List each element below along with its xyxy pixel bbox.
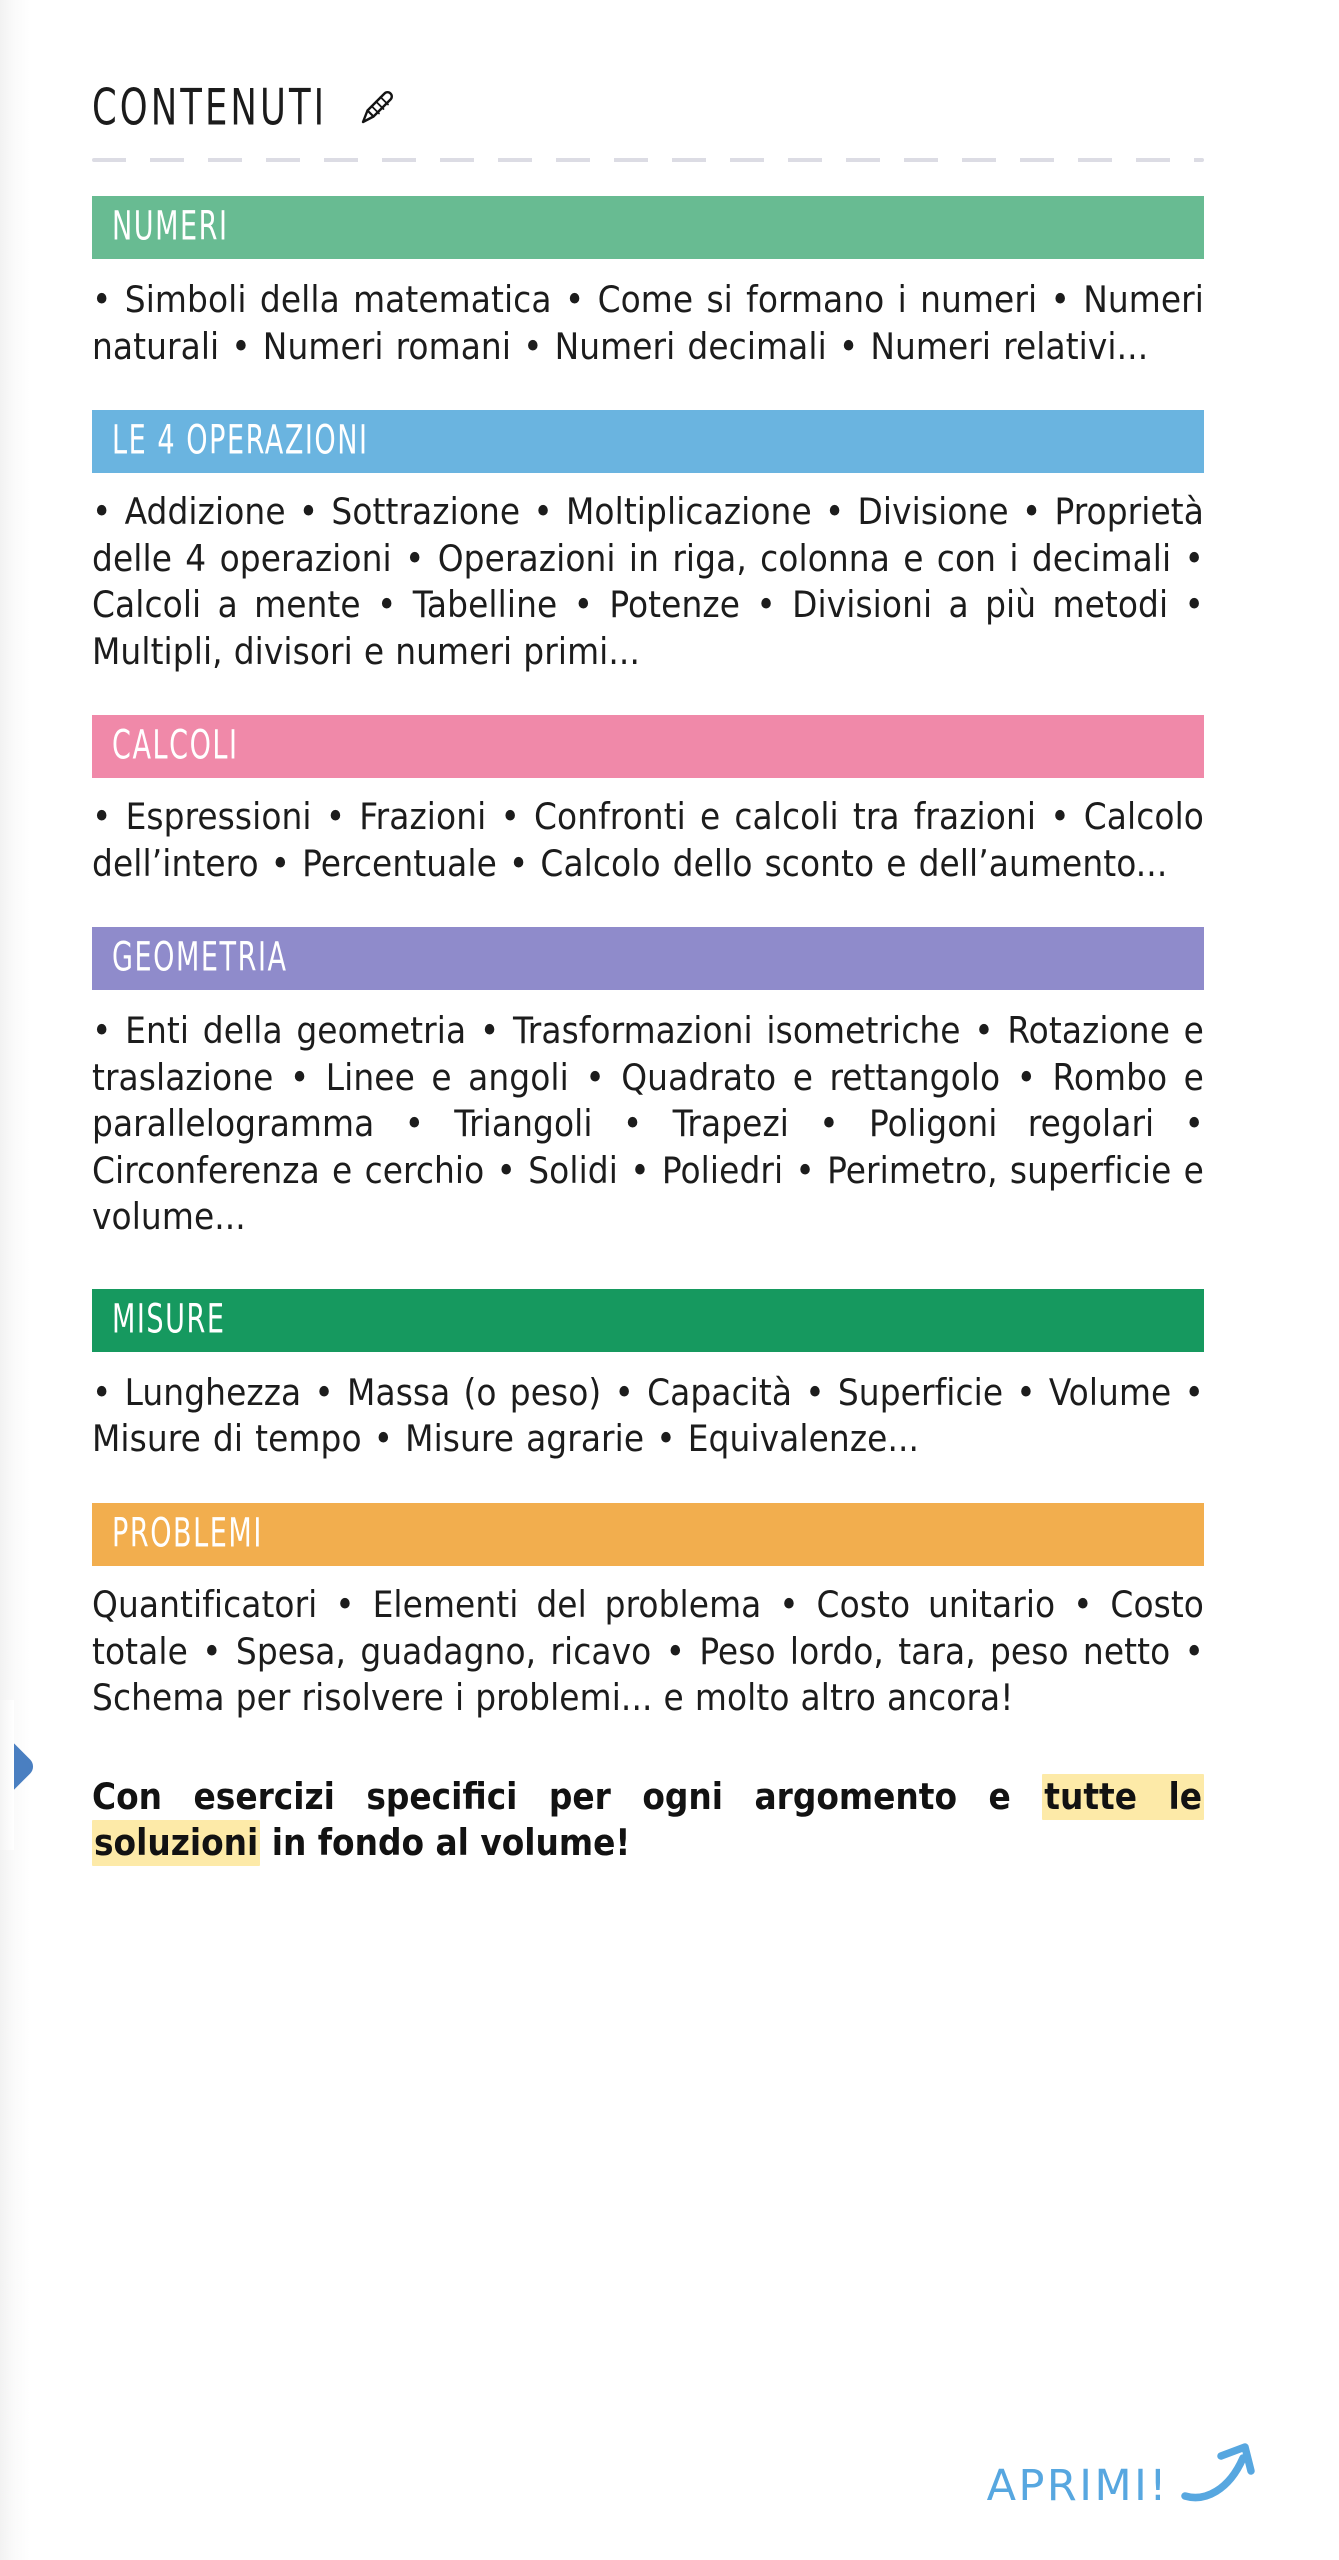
- section-band-numeri: [92, 196, 1204, 259]
- section-geometria: [92, 927, 1204, 1241]
- section-title-calcoli: CALCOLI: [112, 723, 239, 770]
- header-divider: [92, 158, 1204, 162]
- footer-note-part1: Con esercizi specifici per ogni argomento e: [92, 1774, 1043, 1818]
- section-body-calcoli: • Espressioni • Frazioni • Confronti e calcoli tra frazioni • Calcolo dell’intero • Percentuale • Calcolo dello sconto e dell’aumento...: [92, 795, 1204, 885]
- section-body-numeri: • Simboli della matematica • Come si formano i numeri • Numeri naturali • Numeri romani • Numeri decimali • Numeri relativi...: [92, 278, 1204, 368]
- section-numeri: [92, 196, 1204, 370]
- section-body-geometria: • Enti della geometria • Trasformazioni isometriche • Rotazione e traslazione • Linee e angoli • Quadrato e rettangolo • Rombo e parallelogramma • Triangoli • Trapezi • Poligoni regolari • Circonferenza e cerchio • Solidi • Poliedri • Perimetro, superficie e volume...: [92, 1009, 1204, 1239]
- section-misure: [92, 1289, 1204, 1463]
- aprimi-cta[interactable]: [986, 2436, 1267, 2511]
- section-body-misure: • Lunghezza • Massa (o peso) • Capacità • Superficie • Volume • Misure di tempo • Misure agrarie • Equivalenze...: [92, 1370, 1204, 1461]
- section-title-problemi: PROBLEMI: [112, 1510, 263, 1557]
- section-band-misure: [92, 1289, 1204, 1352]
- page-left-edge-shading: [0, 0, 30, 2560]
- curved-arrow-up-icon: [1181, 2436, 1267, 2508]
- section-problemi: [92, 1503, 1204, 1722]
- section-title-numeri: NUMERI: [112, 203, 229, 250]
- section-body-operazioni: • Addizione • Sottrazione • Moltiplicazione • Divisione • Proprietà delle 4 operazioni • Operazioni in riga, colonna e con i decimali • Calcoli a mente • Tabelline • Potenze • Divisioni a più metodi • Multipli, divisori e numeri primi...: [92, 490, 1204, 673]
- section-calcoli: [92, 715, 1204, 887]
- section-band-operazioni: [92, 410, 1204, 473]
- section-title-geometria: GEOMETRIA: [112, 935, 288, 982]
- aprimi-label: APRIMI!: [986, 2461, 1169, 2511]
- contents-header: [92, 0, 1204, 136]
- footer-note: [92, 1774, 1204, 1867]
- page-title: CONTENUTI: [92, 77, 328, 137]
- section-band-calcoli: [92, 715, 1204, 778]
- footer-note-part2: in fondo al volume!: [260, 1821, 631, 1865]
- section-title-operazioni: LE 4 OPERAZIONI: [112, 417, 369, 464]
- section-band-problemi: [92, 1503, 1204, 1566]
- pencil-icon: [357, 88, 397, 132]
- section-operazioni: [92, 410, 1204, 675]
- side-handle-mask: [0, 1700, 14, 1850]
- section-title-misure: MISURE: [112, 1296, 226, 1343]
- section-body-problemi: Quantificatori • Elementi del problema • Costo unitario • Costo totale • Spesa, guadagno, ricavo • Peso lordo, tara, peso netto • Schema per risolvere i problemi... e molto altro ancora!: [92, 1582, 1204, 1720]
- contents-column: [92, 0, 1204, 1867]
- footer-note-highlight: tutte le soluzioni: [94, 1774, 1202, 1865]
- section-band-geometria: [92, 927, 1204, 990]
